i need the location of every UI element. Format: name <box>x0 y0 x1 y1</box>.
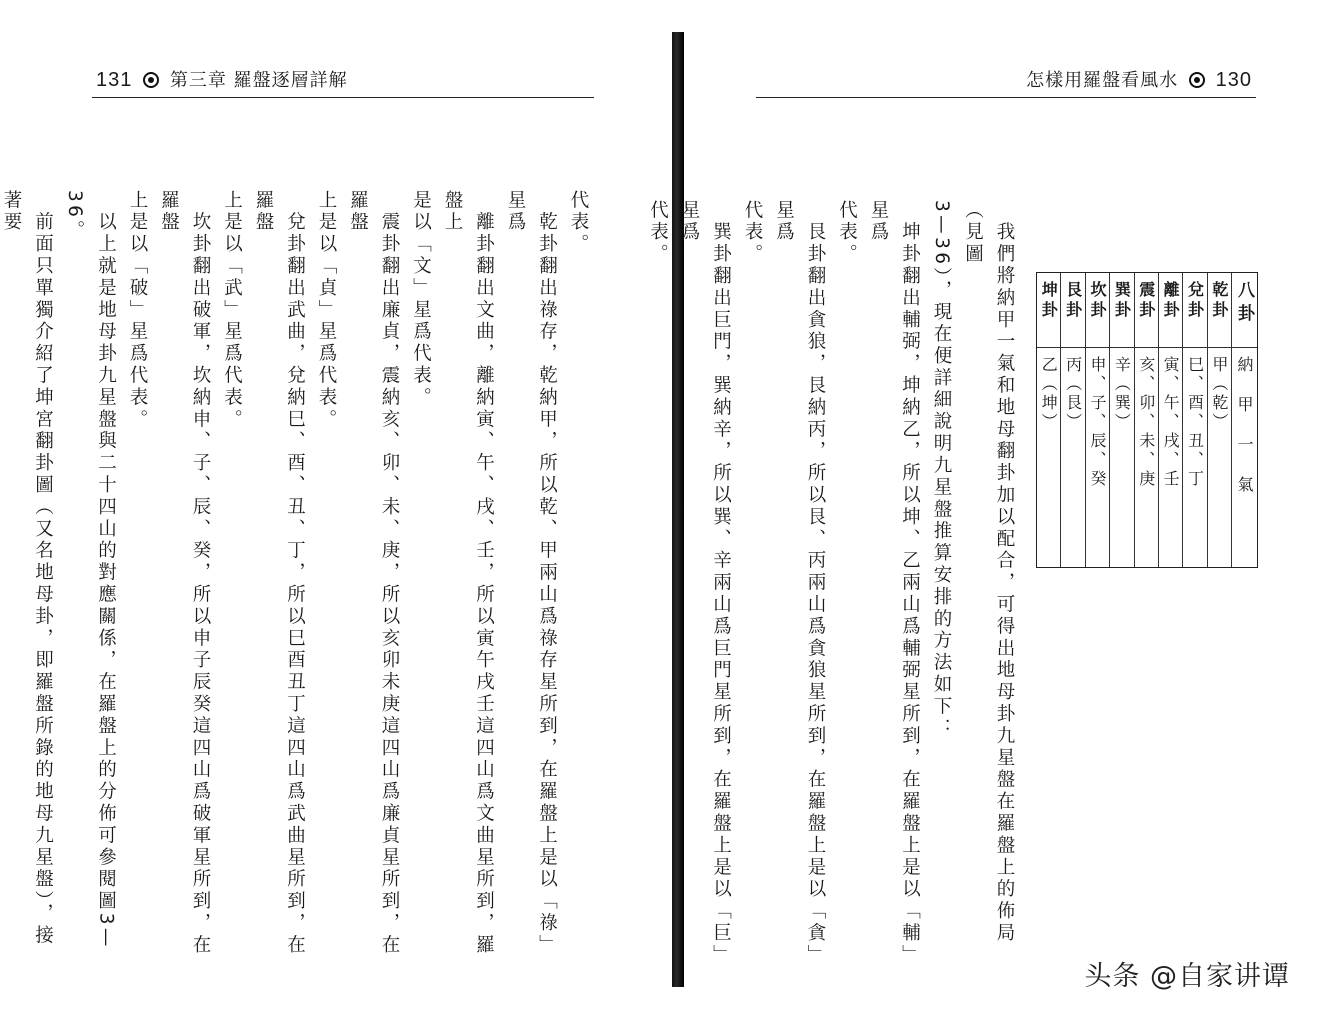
right-page-header <box>1026 66 1252 92</box>
left-text-column: 前面只單獨介紹了坤宮翻卦圖（又名地母卦，即羅盤所錄的地母九星盤），接著要 <box>1 190 54 948</box>
left-body-text <box>1 190 594 965</box>
right-text-column: 艮卦翻出貪狼，艮納丙，所以艮、丙兩山爲貪狼星所到，在羅盤上是以「貪」星爲 <box>773 200 826 967</box>
right-text-column: 代表。 <box>742 200 763 266</box>
right-body-text <box>647 200 1020 970</box>
table-na-cell: 乙（坤） <box>1037 347 1060 432</box>
table-row <box>1060 273 1084 567</box>
left-text-column: 上是以「武」星爲代表。 <box>221 190 243 431</box>
left-text-column: 上是以「破」星爲代表。 <box>127 190 148 431</box>
table-na-cell: 亥、卯、未、庚 <box>1135 347 1158 489</box>
left-text-column: 是以「文」星爲代表。 <box>410 190 432 409</box>
table-gua-cell: 震卦 <box>1136 281 1156 321</box>
table-row <box>1134 273 1158 567</box>
table-header-gua: 八卦 <box>1234 281 1254 327</box>
left-header-rule <box>92 97 594 98</box>
right-page-number: 130 <box>1215 69 1252 91</box>
table-row <box>1207 273 1231 567</box>
left-text-column: 兌卦翻出武曲，兌納巳、酉、丑、丁，所以巳酉丑丁這四山爲武曲星所到，在羅盤 <box>253 190 306 957</box>
left-text-column: 震卦翻出廉貞，震納亥、卯、未、庚，所以亥卯未庚這四山爲廉貞星所到，在羅盤 <box>347 190 400 957</box>
right-text-column: 代表。 <box>647 200 669 266</box>
table-gua-cell: 艮卦 <box>1063 281 1083 321</box>
left-text-column: 上是以「貞」星爲代表。 <box>316 190 337 431</box>
compass-emblem-icon <box>143 72 159 88</box>
table-na-cell: 甲（乾） <box>1208 347 1231 432</box>
left-page-number: 131 <box>96 69 133 91</box>
left-page-header <box>96 66 348 92</box>
table-row <box>1158 273 1182 567</box>
left-chapter-title: 第三章 羅盤逐層詳解 <box>169 70 348 91</box>
table-gua-cell: 乾卦 <box>1209 281 1229 321</box>
table-gua-cell: 巽卦 <box>1112 281 1132 321</box>
right-text-column: 我們將納甲一氣和地母翻卦加以配合，可得出地母卦九星盤在羅盤上的佈局（見圖 <box>962 200 1015 945</box>
table-row <box>1037 273 1060 567</box>
table-na-cell: 巳、酉、丑、丁 <box>1183 347 1206 489</box>
right-text-column: 巽卦翻出巨門，巽納辛，所以巽、辛兩山爲巨門星所到，在羅盤上是以「巨」星爲 <box>679 200 732 967</box>
table-header-column <box>1231 273 1257 567</box>
right-text-column: 3—36），現在便詳細說明九星盤推算安排的方法如下： <box>931 200 952 740</box>
watermark: 头条 @自家讲谭 <box>1084 961 1290 992</box>
left-text-column: 乾卦翻出祿存，乾納甲，所以乾、甲兩山爲祿存星所到，在羅盤上是以「祿」星爲 <box>505 190 558 957</box>
left-text-column: 代表。 <box>568 190 589 256</box>
table-row <box>1109 273 1133 567</box>
right-book-title: 怎樣用羅盤看風水 <box>1026 70 1179 91</box>
left-text-column: 以上就是地母卦九星盤與二十四山的對應關係，在羅盤上的分佈可參閱圖3—36。 <box>64 190 117 950</box>
table-gua-cell: 兌卦 <box>1185 281 1205 321</box>
table-na-cell: 寅、午、戌、壬 <box>1159 347 1182 489</box>
table-row <box>1085 273 1109 567</box>
left-text-column: 離卦翻出文曲，離納寅、午、戌、壬，所以寅午戌壬這四山爲文曲星所到，羅盤上 <box>442 190 495 957</box>
table-na-cell: 丙（艮） <box>1061 347 1084 432</box>
table-gua-cell: 離卦 <box>1161 281 1181 321</box>
table-na-cell: 辛（巽） <box>1110 347 1133 432</box>
najia-table <box>1036 272 1258 568</box>
left-text-column: 坎卦翻出破軍，坎納申、子、辰、癸，所以申子辰癸這四山爲破軍星所到，在羅盤 <box>158 190 211 957</box>
right-header-rule <box>756 97 1256 98</box>
table-gua-cell: 坤卦 <box>1039 281 1059 321</box>
right-text-column: 坤卦翻出輔弼，坤納乙，所以坤、乙兩山爲輔弼星所到，在羅盤上是以「輔」星爲 <box>868 200 921 967</box>
table-na-cell: 申、子、辰、癸 <box>1086 347 1109 489</box>
right-page <box>647 0 1320 1018</box>
table-header-na: 納甲一氣 <box>1232 347 1257 516</box>
table-gua-cell: 坎卦 <box>1087 281 1107 321</box>
compass-emblem-icon <box>1189 72 1205 88</box>
table-row <box>1182 273 1206 567</box>
right-text-column: 代表。 <box>836 200 858 266</box>
